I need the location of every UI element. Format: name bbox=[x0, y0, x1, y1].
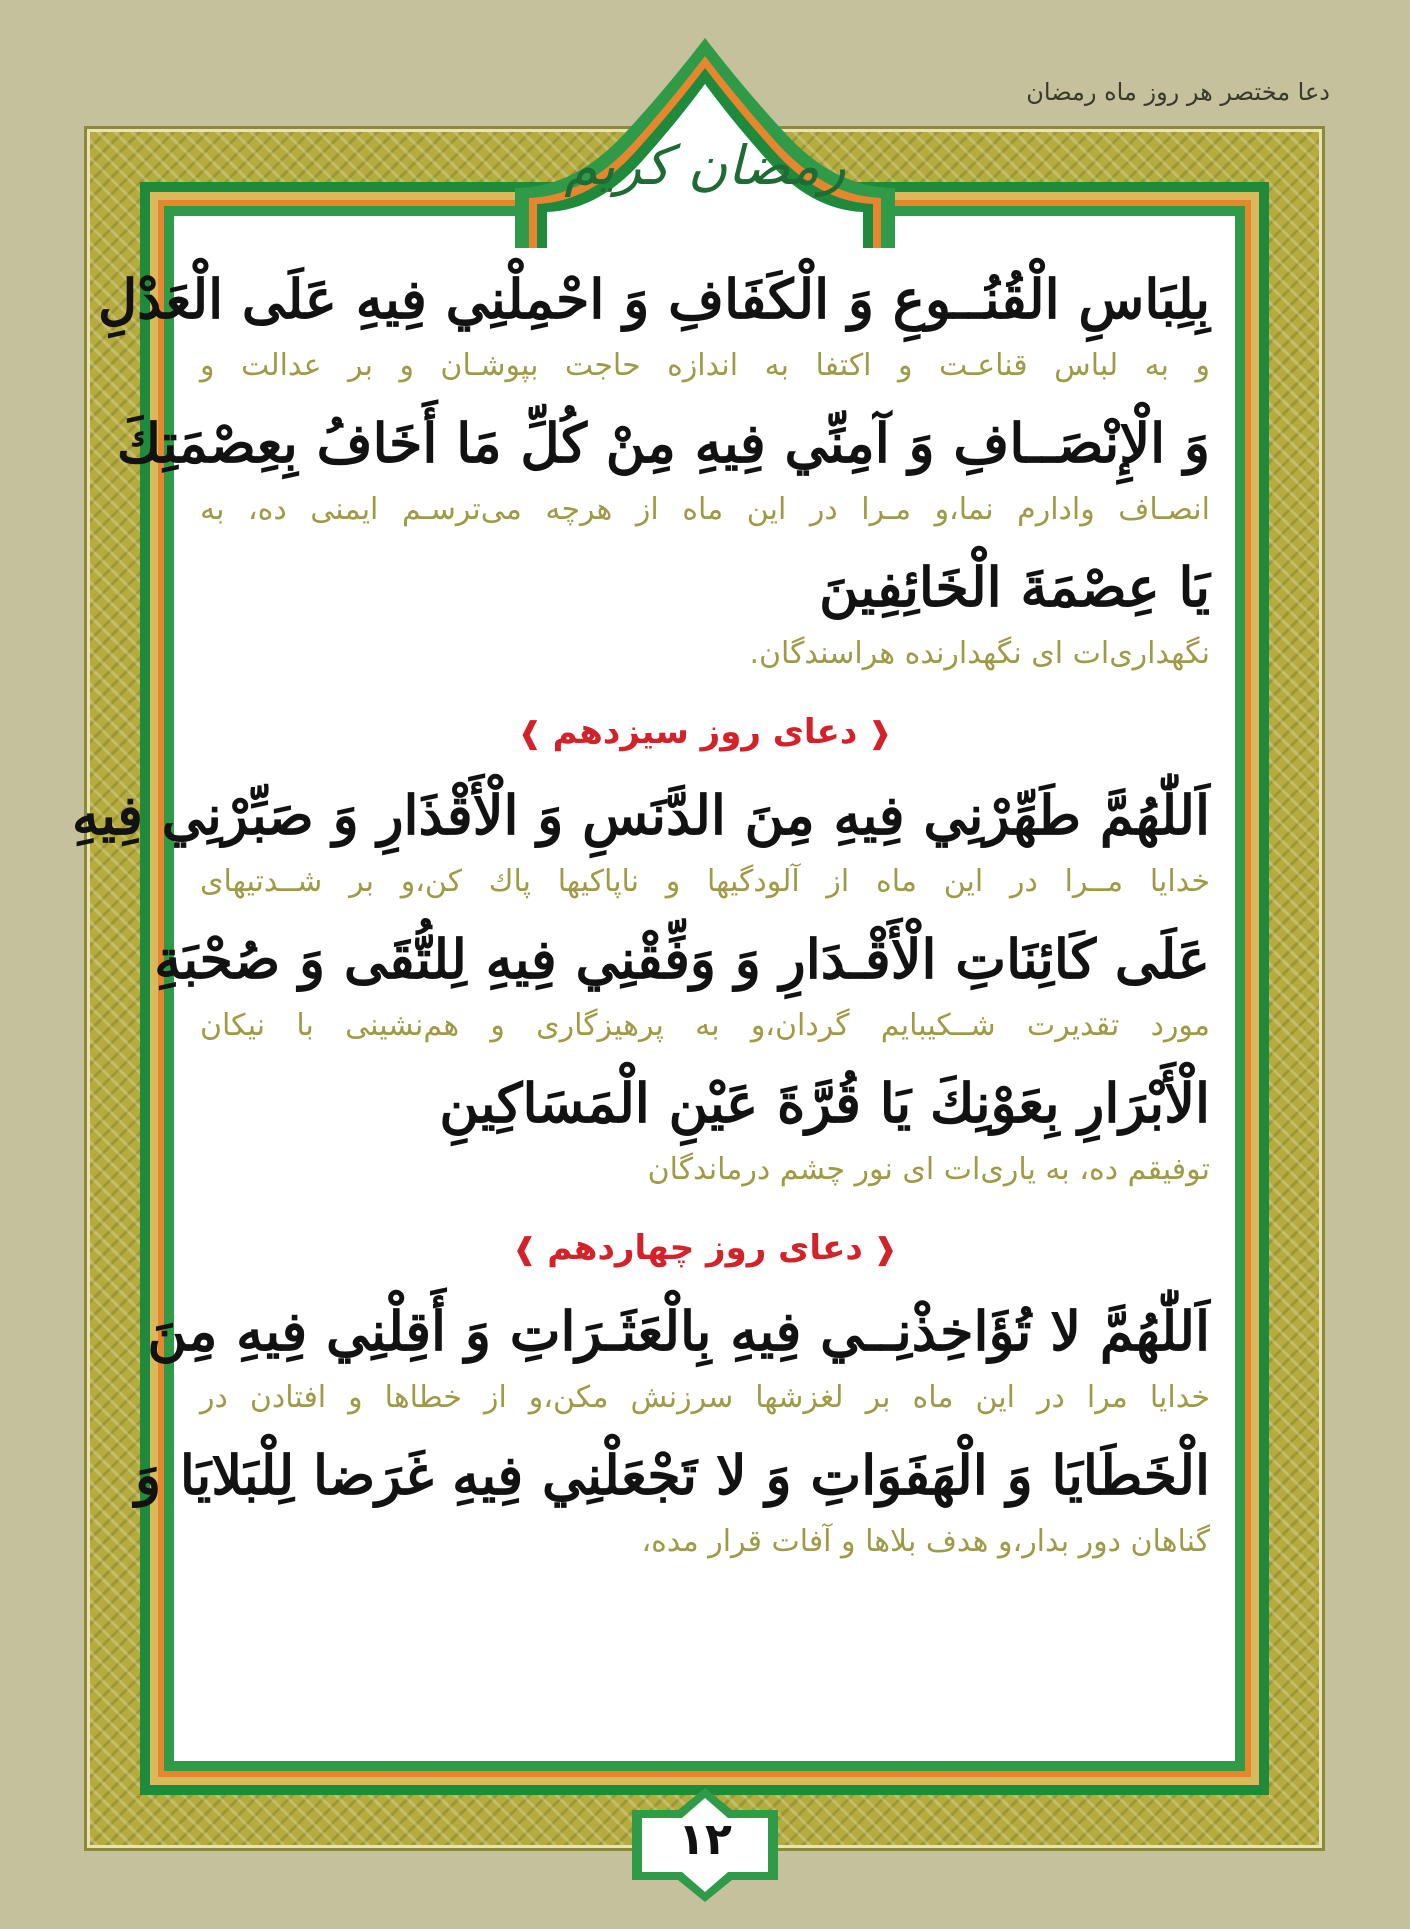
arabic-line: وَ الْإِنْصَــافِ وَ آمِنِّي فِيهِ مِنْ كُلِّ مَا أَخَافُ بِعِصْمَتِكَ bbox=[116, 411, 1210, 475]
page-number: ۱۲ bbox=[678, 1814, 732, 1865]
section-day-14 bbox=[134, 1206, 1210, 1578]
arabic-line: الْأَبْرَارِ بِعَوْنِكَ يَا قُرَّةَ عَيْنِ الْمَسَاكِينِ bbox=[439, 1071, 1210, 1135]
section-heading bbox=[200, 1206, 1210, 1290]
ornament-bracket-icon: ❰ bbox=[867, 716, 893, 751]
arabic-line: بِلِبَاسِ الْقُنُــوعِ وَ الْكَفَافِ وَ احْمِلْنِي فِيهِ عَلَى الْعَدْلِ bbox=[97, 267, 1210, 331]
section-heading-text: دعای روز چهاردهم bbox=[547, 1228, 863, 1268]
arabic-line: اَللّٰهُمَّ لا تُؤَاخِذْنِــي فِيهِ بِالْعَثَـرَاتِ وَ أَقِلْنِي فِيهِ مِنَ bbox=[147, 1299, 1210, 1363]
page-number-badge bbox=[632, 1788, 778, 1902]
ornament-bracket-icon: ❱ bbox=[517, 716, 543, 751]
translation-line: نگهداری‌ات ای نگهدارنده هراسندگان. bbox=[749, 636, 1210, 671]
running-header: دعا مختصر هر روز ماه رمضان bbox=[1026, 78, 1330, 106]
arabic-line: الْخَطَايَا وَ الْهَفَوَاتِ وَ لا تَجْعَلْنِي فِيهِ غَرَضا لِلْبَلايَا وَ bbox=[134, 1443, 1210, 1507]
translation-line: مورد تقديرت شــكيبايم گردان،و به پرهيزگاری و هم‌نشينی با نيكان bbox=[200, 1008, 1210, 1043]
translation-line: خدايا مرا در اين ماه بر لغزشها سرزنش مكن،و از خطاها و افتادن در bbox=[200, 1380, 1210, 1415]
section-continuation bbox=[97, 258, 1210, 690]
section-heading bbox=[200, 690, 1210, 774]
translation-line: و به لباس قناعـت و اكتفا به اندازه حاجت بپوشـان و بر عدالت و bbox=[200, 348, 1210, 383]
translation-line: خدايا مــرا در اين ماه از آلودگيها و ناپاكيها پاك كن،و بر شــدتيهای bbox=[200, 864, 1210, 899]
translation-line: گناهان دور بدار،و هدف بلاها و آفات قرار مده، bbox=[641, 1524, 1210, 1559]
arabic-line: اَللّٰهُمَّ طَهِّرْنِي فِيهِ مِنَ الدَّنَسِ وَ الْأَقْذَارِ وَ صَبِّرْنِي فِيهِ bbox=[71, 783, 1210, 847]
ornament-bracket-icon: ❱ bbox=[512, 1232, 538, 1267]
title-arch bbox=[515, 38, 895, 248]
section-heading-text: دعای روز سیزدهم bbox=[552, 712, 858, 752]
prayer-content bbox=[71, 258, 1210, 1578]
arch-title: رمضان کریم bbox=[564, 134, 846, 197]
arabic-line: عَلَى كَائِنَاتِ الْأَقْـدَارِ وَ وَفِّقْنِي فِيهِ لِلتُّقَى وَ صُحْبَةِ bbox=[154, 927, 1210, 991]
arabic-line: يَا عِصْمَةَ الْخَائِفِينَ bbox=[819, 555, 1210, 619]
translation-line: انصـاف وادارم نما،و مـرا در اين ماه از هرچه می‌ترسـم ايمنی ده، به bbox=[200, 492, 1210, 527]
section-day-13 bbox=[71, 690, 1210, 1206]
translation-line: توفيقم ده، به ياری‌ات ای نور چشم درماندگان bbox=[647, 1152, 1210, 1187]
ornament-bracket-icon: ❰ bbox=[872, 1232, 898, 1267]
